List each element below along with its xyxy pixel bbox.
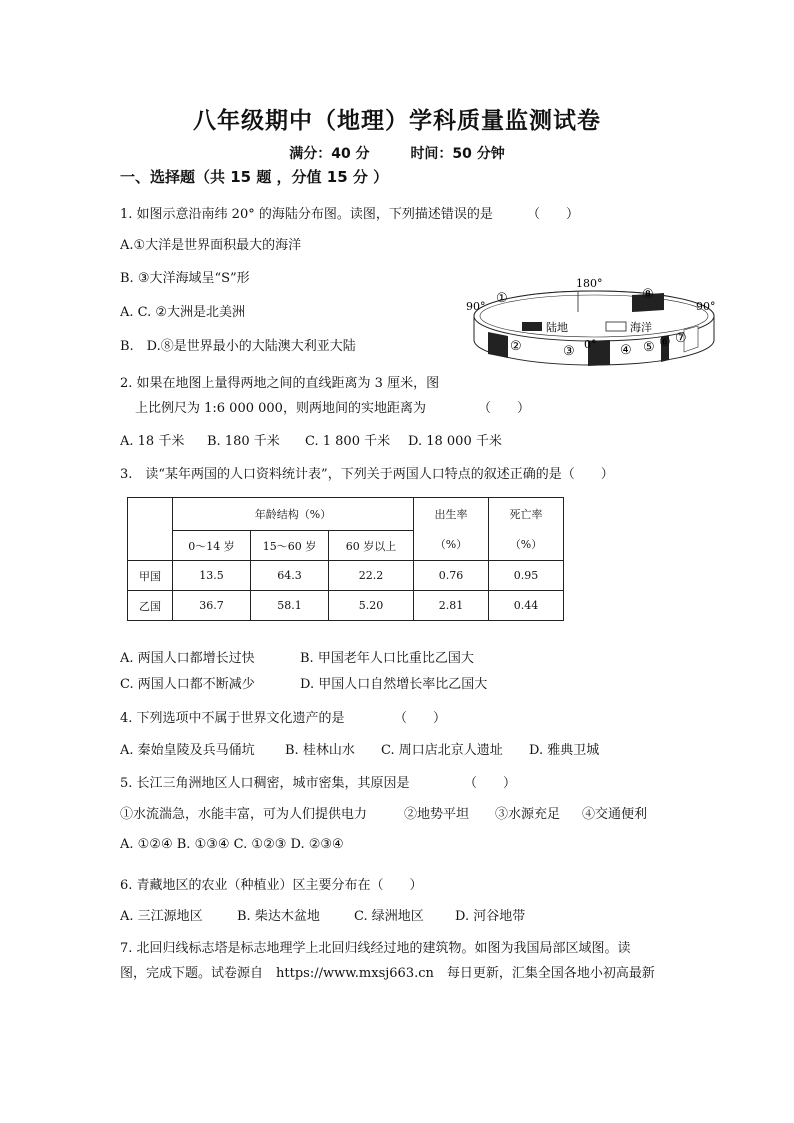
question-1-option: B. ③大洋海域呈“S”形 — [120, 271, 250, 286]
question-4-stem: 4. 下列选项中不属于世界文化遗产的是 — [120, 711, 345, 726]
question-4-option: B. 桂林山水 — [285, 743, 355, 758]
question-3-option: C. 两国人口都不断减少 — [120, 677, 255, 692]
age-group-header: 0～14 岁 — [173, 531, 251, 561]
question-2-option: D. 18 000 千米 — [408, 434, 502, 449]
table-corner-cell — [128, 498, 173, 561]
age-group-header: 15～60 岁 — [251, 531, 329, 561]
birth-rate-unit: （%） — [434, 538, 468, 551]
data-cell: 2.81 — [414, 591, 489, 621]
label-3: ③ — [563, 344, 575, 359]
question-3-option: A. 两国人口都增长过快 — [120, 651, 255, 666]
data-cell: 64.3 — [251, 561, 329, 591]
land-block — [488, 332, 508, 358]
country-cell: 甲国 — [128, 561, 173, 591]
country-cell: 乙国 — [128, 591, 173, 621]
question-5-item: ①水流湍急，水能丰富，可为人们提供电力 — [120, 807, 368, 822]
question-1-answer-blank: （ ） — [527, 207, 580, 222]
degree-0-label: 0° — [584, 338, 597, 351]
question-2-option: B. 180 千米 — [207, 434, 280, 449]
question-5-answer-blank: （ ） — [464, 776, 517, 791]
label-5: ⑤ — [643, 340, 655, 355]
degree-90-left-label: 90° — [466, 300, 486, 313]
legend-ocean-swatch — [606, 322, 626, 331]
question-2-stem-line1: 2. 如果在地图上量得两地之间的直线距离为 3 厘米，图 — [120, 376, 440, 391]
data-cell: 0.44 — [489, 591, 564, 621]
time-text: 时间：50 分钟 — [410, 146, 505, 162]
legend-ocean-label: 海洋 — [630, 321, 652, 334]
question-1-option: A. C. ②大洲是北美洲 — [120, 305, 246, 320]
label-2: ② — [510, 339, 522, 354]
question-5-item: ②地势平坦 — [404, 807, 470, 822]
legend-land-swatch — [522, 322, 542, 331]
question-6-option: A. 三江源地区 — [120, 909, 203, 924]
question-2-answer-blank: （ ） — [478, 401, 531, 416]
degree-90-right-label: 90° — [696, 300, 716, 313]
question-4-option: C. 周口店北京人遗址 — [381, 743, 503, 758]
birth-rate-header — [414, 498, 489, 561]
label-7: ⑦ — [675, 331, 687, 346]
section-heading: 一、选择题（共 15 题 ，分值 15 分 ） — [120, 168, 389, 186]
question-5-stem: 5. 长江三角洲地区人口稠密，城市密集，其原因是 — [120, 776, 410, 791]
question-5-item: ④交通便利 — [582, 807, 648, 822]
question-4-option: A. 秦始皇陵及兵马俑坑 — [120, 743, 255, 758]
table-row — [128, 561, 564, 591]
death-rate-header — [489, 498, 564, 561]
question-2-option: A. 18 千米 — [120, 434, 185, 449]
age-group-header: 60 岁以上 — [329, 531, 414, 561]
data-cell: 22.2 — [329, 561, 414, 591]
question-6-option: D. 河谷地带 — [455, 909, 526, 924]
question-6-option: B. 柴达木盆地 — [237, 909, 320, 924]
question-4-option: D. 雅典卫城 — [529, 743, 600, 758]
birth-rate-label: 出生率 — [434, 508, 468, 521]
score-text: 满分：40 分 — [289, 146, 370, 162]
data-cell: 13.5 — [173, 561, 251, 591]
legend-land-label: 陆地 — [546, 321, 568, 334]
label-8: ⑧ — [642, 287, 654, 302]
degree-180-label: 180° — [576, 277, 603, 290]
exam-info — [0, 143, 794, 163]
question-3-option: B. 甲国老年人口比重比乙国大 — [300, 651, 474, 666]
question-7-stem-line2: 图，完成下题。试卷源自 https://www.mxsj663.cn 每日更新，汇集全国各地小初高最新 — [120, 966, 655, 981]
question-5-item: ③水源充足 — [495, 807, 561, 822]
death-rate-unit: （%） — [509, 538, 543, 551]
label-1: ① — [496, 291, 508, 306]
data-cell: 36.7 — [173, 591, 251, 621]
age-structure-header: 年龄结构（%） — [173, 498, 414, 531]
label-4: ④ — [620, 343, 632, 358]
page-title: 八年级期中（地理）学科质量监测试卷 — [193, 108, 601, 134]
question-6-stem: 6. 青藏地区的农业（种植业）区主要分布在（ ） — [120, 878, 423, 893]
question-3-option: D. 甲国人口自然增长率比乙国大 — [300, 677, 488, 692]
data-cell: 0.95 — [489, 561, 564, 591]
land-sea-ring-diagram — [464, 276, 724, 380]
question-4-answer-blank: （ ） — [394, 711, 447, 726]
question-2-option: C. 1 800 千米 — [305, 434, 391, 449]
question-1-stem: 1. 如图示意沿南纬 20° 的海陆分布图。读图，下列描述错误的是 — [120, 207, 493, 222]
data-cell: 0.76 — [414, 561, 489, 591]
label-6: ⑥ — [659, 335, 671, 350]
population-table — [127, 497, 564, 621]
question-3-stem: 3. 读“某年两国的人口资料统计表”，下列关于两国人口特点的叙述正确的是（ ） — [120, 467, 614, 482]
question-1-option: A.①大洋是世界面积最大的海洋 — [120, 238, 302, 253]
question-7-stem-line1: 7. 北回归线标志塔是标志地理学上北回归线经过地的建筑物。如图为我国局部区域图。读 — [120, 941, 631, 956]
table-row — [128, 591, 564, 621]
question-6-option: C. 绿洲地区 — [354, 909, 424, 924]
question-2-stem-line2: 上比例尺为 1:6 000 000，则两地间的实地距离为 — [135, 401, 426, 416]
question-5-options: A. ①②④ B. ①③④ C. ①②③ D. ②③④ — [120, 837, 344, 852]
death-rate-label: 死亡率 — [509, 508, 543, 521]
data-cell: 5.20 — [329, 591, 414, 621]
question-1-option: B. D.⑧是世界最小的大陆澳大利亚大陆 — [120, 339, 356, 354]
data-cell: 58.1 — [251, 591, 329, 621]
